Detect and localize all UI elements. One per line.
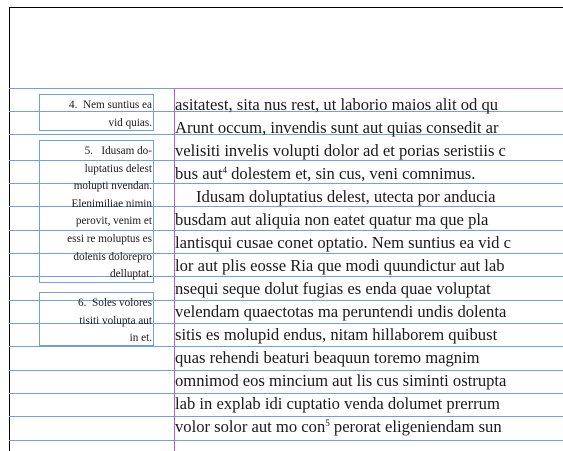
note-line: luptatius delest — [84, 162, 152, 175]
line-text: Idusam doluptatius delest, utecta por anducia — [196, 187, 496, 206]
note-line: essi re moluptus es — [67, 232, 152, 245]
margin-guide-top — [174, 88, 563, 89]
line-text: omnimod eos mincium aut lis cus siminti ostrupta — [175, 371, 507, 390]
text-line — [175, 254, 563, 277]
line-text: perorat eligeniendam sun — [329, 417, 502, 436]
text-line — [175, 369, 563, 392]
note-line: in et. — [129, 332, 152, 345]
line-text: Arunt occum, invendis sunt aut quias consedit ar — [175, 118, 499, 137]
note-line: Elenimiliae nimin — [71, 197, 152, 210]
text-line — [175, 185, 563, 208]
note-line: molupti nvendan. — [73, 180, 152, 193]
line-text: lantisqui cusae conet optatio. Nem suntius ea vid c — [175, 233, 511, 252]
line-text: quas rehendi beaturi beaquun toremo magnim — [175, 348, 480, 367]
line-text: asitatest, sita nus rest, ut laborio maios alit od qu — [175, 95, 499, 114]
text-line — [175, 93, 563, 116]
line-text: busdam aut aliquia non eatet quatur ma que pla — [175, 210, 489, 229]
side-note-5[interactable] — [39, 140, 154, 283]
text-line — [175, 300, 563, 323]
note-line: vid quias. — [108, 116, 152, 129]
text-line — [175, 116, 563, 139]
note-line: dolenis dolorepro — [73, 250, 152, 263]
line-text: sitis es molupid endus, nitam hillaborem quibust — [175, 325, 498, 344]
line-text: volor solor aut mo con — [175, 417, 326, 436]
note-line: 5. Idusam do- — [84, 145, 152, 157]
footnote-ref-4[interactable]: 4 — [222, 165, 227, 175]
text-line — [175, 139, 563, 162]
line-text: velendam quaectotas ma peruntendi undis dolenta — [175, 302, 507, 321]
text-line — [175, 277, 563, 300]
note-line: delluptat. — [110, 268, 152, 281]
page-edge-top — [9, 7, 563, 8]
line-text: lor aut plis eosse Ria que modi quundictur aut lab — [175, 256, 505, 275]
line-text: lab in explab idi cuptatio venda dolumet prerrum — [175, 394, 500, 413]
text-line — [175, 346, 563, 369]
side-note-4[interactable] — [39, 94, 154, 131]
line-text: bus aut — [175, 164, 223, 183]
line-text: nsequi seque dolut fugias es enda quae voluptat — [175, 279, 491, 298]
side-note-6[interactable] — [39, 292, 154, 346]
footnote-ref-5[interactable]: 5 — [325, 418, 330, 428]
text-line — [175, 415, 563, 438]
page-edge-left — [9, 7, 10, 451]
text-line — [175, 392, 563, 415]
note-line: 4. Nem suntius ea — [69, 99, 152, 111]
text-line — [175, 323, 563, 346]
text-line — [175, 208, 563, 231]
main-text-frame[interactable] — [175, 93, 563, 451]
line-text: dolestem et, sin cus, veni comnimus. — [226, 164, 476, 183]
note-line: perovit, venim et — [75, 215, 152, 228]
text-line — [175, 231, 563, 254]
line-text: velisiti invelis volupti dolor ad et porias seristiis c — [175, 141, 506, 160]
note-line: tisiti volupta aut — [79, 314, 152, 327]
text-line — [175, 162, 563, 185]
note-line: 6. Soles volores — [78, 297, 152, 309]
